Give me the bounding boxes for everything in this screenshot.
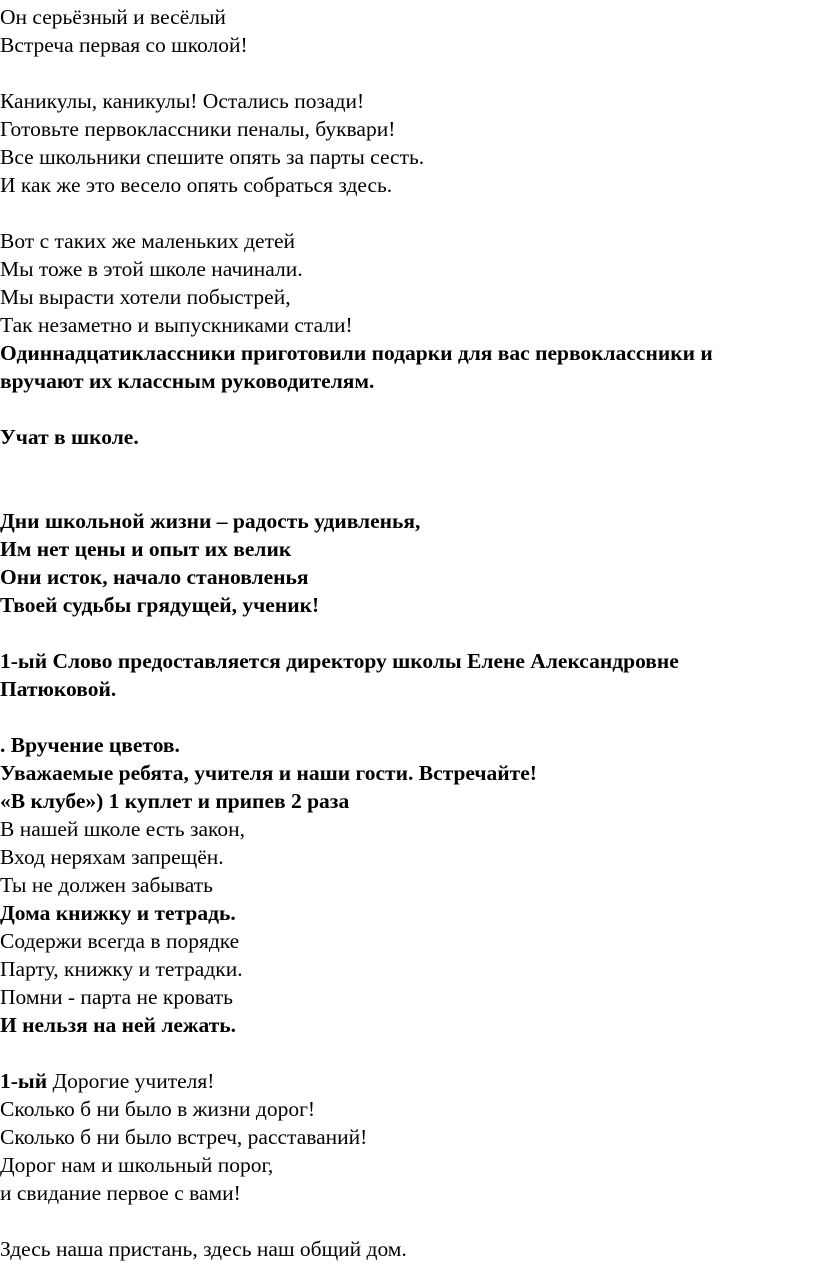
text: Вход неряхам запрещён. — [0, 845, 224, 869]
text-line — [0, 759, 537, 787]
text-line — [0, 787, 349, 815]
bold-text: Дома книжку и тетрадь. — [0, 901, 236, 925]
text-line — [0, 367, 374, 395]
bold-text: Патюковой. — [0, 677, 117, 701]
text-line — [0, 115, 395, 143]
text-line — [0, 815, 245, 843]
text-line — [0, 339, 713, 367]
text: Парту, книжку и тетрадки. — [0, 957, 243, 981]
text: Вот с таких же маленьких детей — [0, 229, 296, 253]
text-line — [0, 311, 353, 339]
text-line — [0, 255, 303, 283]
text-line — [0, 899, 236, 927]
text: Сколько б ни было встреч, расставаний! — [0, 1125, 368, 1149]
text-line — [0, 1151, 273, 1179]
bold-text: Учат в школе. — [0, 425, 139, 449]
text-line — [0, 227, 295, 255]
bold-text: Твоей судьбы грядущей, ученик! — [0, 593, 320, 617]
text: Ты не должен забывать — [0, 873, 213, 897]
text-line — [0, 143, 424, 171]
text-line — [0, 1067, 214, 1095]
text: Готовьте первоклассники пеналы, буквари! — [0, 117, 396, 141]
bold-text: Одиннадцатиклассники приготовили подарки для вас первоклассники и — [0, 341, 713, 365]
text: Каникулы, каникулы! Остались позади! — [0, 89, 365, 113]
text-line — [0, 563, 309, 591]
text-line — [0, 647, 679, 675]
text-line — [0, 731, 180, 759]
text-line — [0, 87, 364, 115]
bold-text: И нельзя на ней лежать. — [0, 1013, 237, 1037]
bold-text: 1-ый Слово предоставляется директору школы Елене Александровне — [0, 649, 679, 673]
text-line — [0, 1011, 236, 1039]
text-line — [0, 283, 291, 311]
text: Так незаметно и выпускниками стали! — [0, 313, 353, 337]
text-line — [0, 31, 248, 59]
text: Все школьники спешите опять за парты сесть. — [0, 145, 425, 169]
text-line — [0, 1123, 367, 1151]
text-line — [0, 983, 233, 1011]
bold-text: «В клубе») 1 куплет и припев 2 раза — [0, 789, 350, 813]
text: Он серьёзный и весёлый — [0, 5, 226, 29]
text: Дорог нам и школьный порог, — [0, 1153, 274, 1177]
text-line — [0, 3, 226, 31]
text: и свидание первое с вами! — [0, 1181, 241, 1205]
text: Сколько б ни было в жизни дорог! — [0, 1097, 316, 1121]
text-line — [0, 171, 392, 199]
text-line — [0, 1235, 407, 1263]
text: Помни - парта не кровать — [0, 985, 233, 1009]
text-line — [0, 1179, 241, 1207]
bold-text: Они исток, начало становленья — [0, 565, 309, 589]
text-line — [0, 927, 239, 955]
text: Встреча первая со школой! — [0, 33, 248, 57]
text-line — [0, 675, 116, 703]
bold-text: вручают их классным руководителям. — [0, 369, 375, 393]
text: Содержи всегда в порядке — [0, 929, 240, 953]
text-line — [0, 535, 291, 563]
text: Мы вырасти хотели побыстрей, — [0, 285, 291, 309]
bold-text: 1-ый — [0, 1069, 48, 1093]
text: И как же это весело опять собраться здесь. — [0, 173, 393, 197]
bold-text: . Вручение цветов. — [0, 733, 180, 757]
bold-text: Дни школьной жизни – радость удивленья, — [0, 509, 421, 533]
text-line — [0, 591, 319, 619]
text-line — [0, 843, 224, 871]
text-line — [0, 871, 213, 899]
text-line — [0, 423, 139, 451]
bold-text: Уважаемые ребята, учителя и наши гости. Встречайте! — [0, 761, 537, 785]
text-line — [0, 1095, 315, 1123]
text: Здесь наша пристань, здесь наш общий дом. — [0, 1237, 407, 1261]
text: Мы тоже в этой школе начинали. — [0, 257, 303, 281]
text-line — [0, 507, 420, 535]
bold-text: Им нет цены и опыт их велик — [0, 537, 292, 561]
text: В нашей школе есть закон, — [0, 817, 245, 841]
text: Дорогие учителя! — [47, 1069, 215, 1093]
text-line — [0, 955, 243, 983]
